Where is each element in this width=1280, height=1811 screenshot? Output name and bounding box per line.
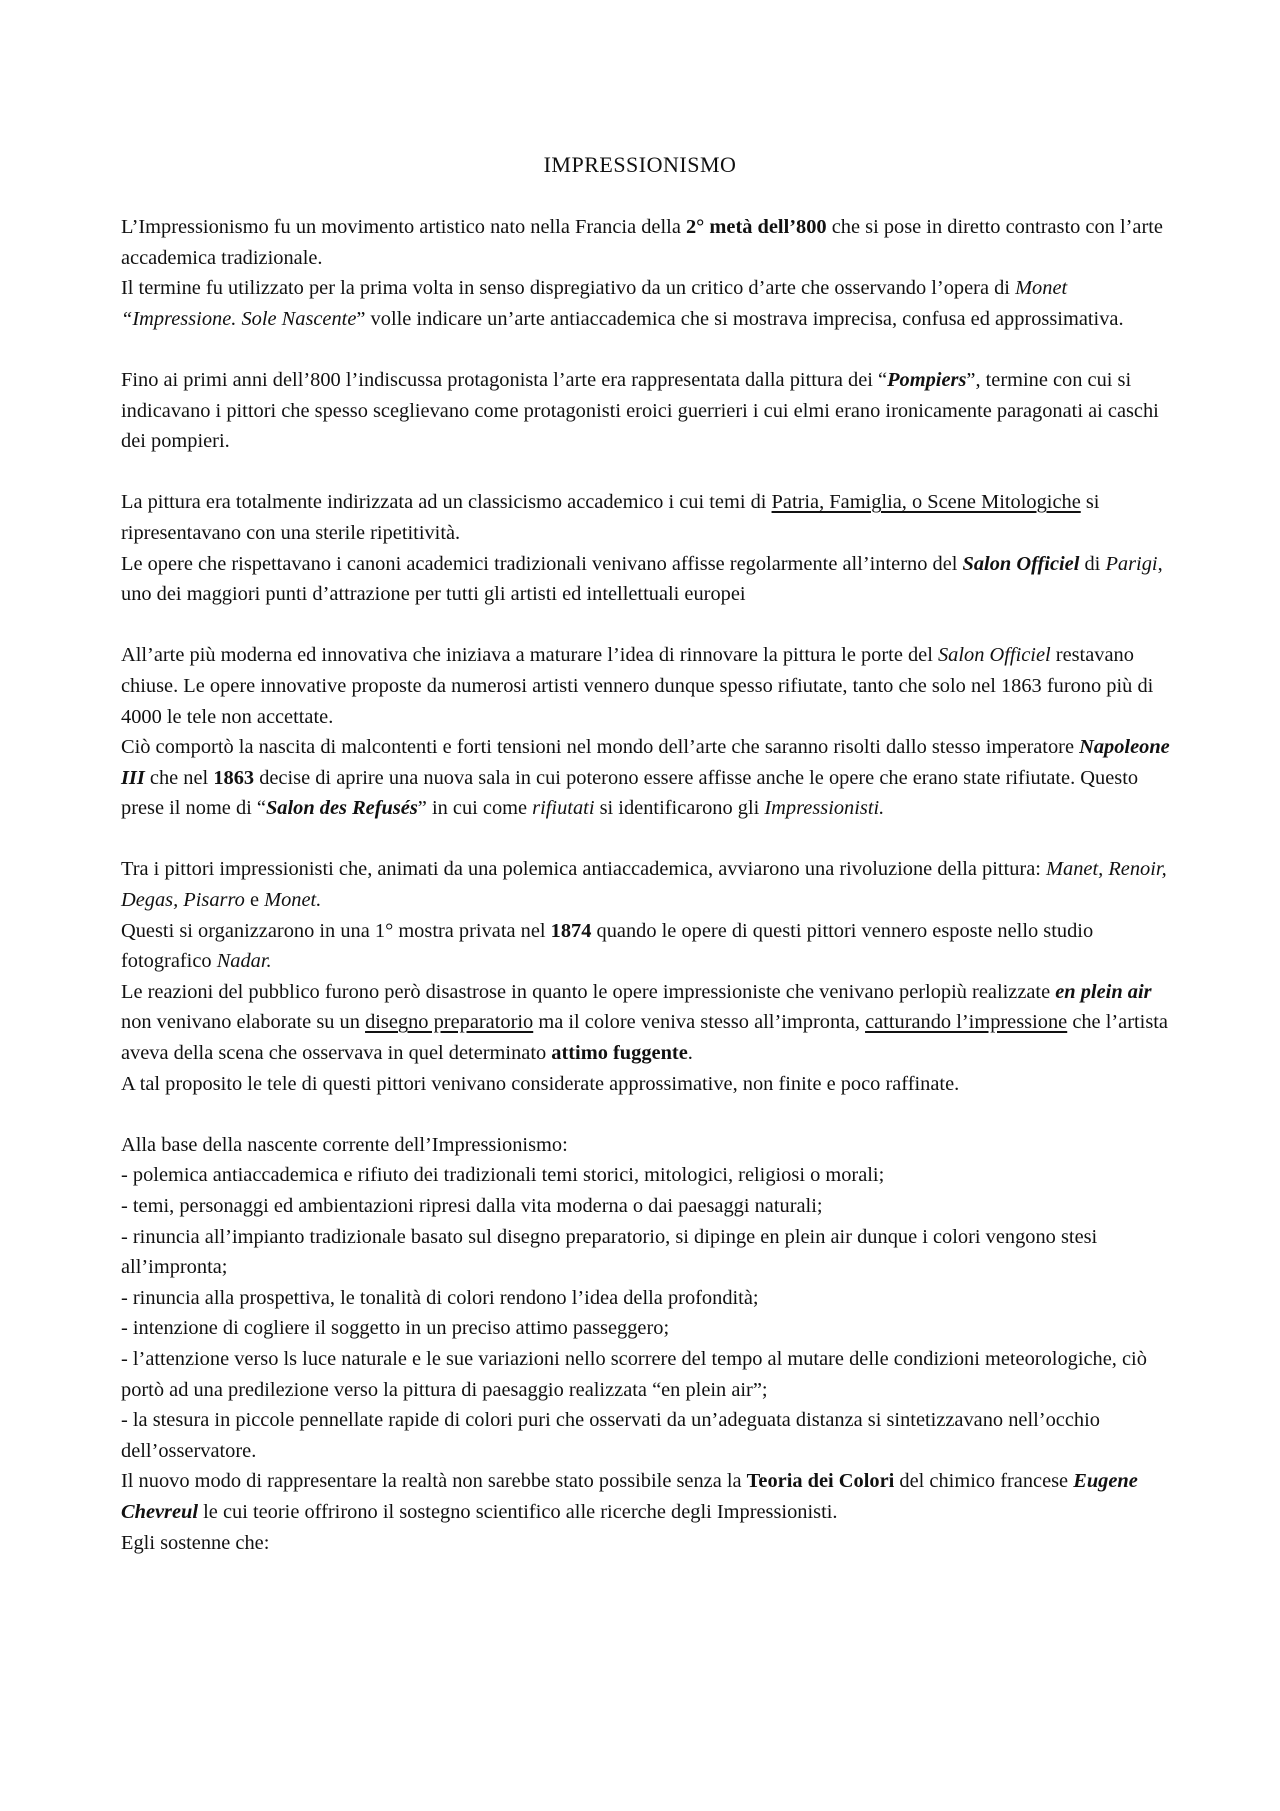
text-span: Il nuovo modo di rappresentare la realtà non sarebbe stato possibile senza la — [121, 1470, 747, 1493]
document-body — [121, 212, 1171, 1558]
text-span: Fino ai primi anni dell’800 l’indiscussa protagonista l’arte era rappresentata dalla pittura dei “ — [121, 368, 888, 391]
list-item: - la stesura in piccole pennellate rapide di colori puri che osservati da un’adeguata distanza si sintetizzavano nell’occhio dell’osservatore. — [121, 1409, 1100, 1462]
bold-italic-text: Eugene Chevreul — [121, 1470, 1138, 1523]
list-item: - rinuncia alla prospettiva, le tonalità di colori rendono l’idea della profondità; — [121, 1286, 759, 1309]
text-span: che l’artista aveva della scena che osservava in quel determinato — [121, 1011, 1168, 1065]
paragraph-judgement: A tal proposito le tele di questi pittori venivano considerate approssimative, non finite e poco raffinate. — [121, 1072, 960, 1095]
bold-italic-text: Salon des Refusés — [265, 797, 418, 820]
spacer — [121, 824, 1171, 855]
text-span: Ciò comportò la nascita di malcontenti e forti tensioni nel mondo dell’arte che saranno risolti dallo stesso imperatore — [121, 736, 1080, 759]
spacer — [121, 1099, 1171, 1130]
italic-text: Monet. — [264, 889, 322, 912]
list-item: - l’attenzione verso ls luce naturale e le sue variazioni nello scorrere del tempo al mutare delle condizioni meteorologiche, ciò portò ad una predilezione verso la pittura di paesaggio realizzata “en plein air”; — [121, 1347, 1147, 1401]
list-item: - temi, personaggi ed ambientazioni ripresi dalla vita moderna o dai paesaggi naturali; — [121, 1195, 823, 1217]
bold-text: 2° metà dell’800 — [685, 216, 827, 238]
list-item: - intenzione di cogliere il soggetto in un preciso attimo passeggero; — [121, 1317, 670, 1340]
paragraph-painters — [121, 854, 1171, 915]
spacer — [121, 334, 1171, 365]
underlined-text: Patria, Famiglia, o Scene Mitologiche — [771, 491, 1081, 514]
list-item: - polemica antiaccademica e rifiuto dei tradizionali temi storici, mitologici, religiosi o morali; — [121, 1164, 885, 1187]
bold-italic-text: Salon Officiel — [962, 552, 1080, 575]
bold-text: attimo fuggente — [551, 1042, 688, 1065]
text-span: All’arte più moderna ed innovativa che iniziava a maturare l’idea di rinnovare la pittura le porte del — [121, 644, 938, 667]
paragraph-classicism — [121, 487, 1171, 548]
text-span: Il termine fu utilizzato per la prima volta in senso dispregiativo da un critico d’arte che osservando l’opera di — [121, 277, 1016, 300]
text-span: non venivano elaborate su un — [121, 1011, 366, 1034]
text-span: le cui teorie offrirono il sostegno scientifico alle ricerche degli Impressionisti. — [198, 1500, 838, 1523]
paragraph-intro — [121, 212, 1171, 273]
text-span: ma il colore veniva stesso all’impronta, — [533, 1011, 866, 1034]
bold-italic-text: Pompiers — [887, 368, 967, 391]
text-span: ”, termine con cui si indicavano i pittori che spesso sceglievano come protagonisti eroici guerrieri i cui elmi erano ironicamente paragonati ai caschi dei pompieri. — [121, 368, 1159, 453]
list-item: - rinuncia all’impianto tradizionale basato sul disegno preparatorio, si dipinge en plein air dunque i colori vengono stesi all’impronta; — [121, 1225, 1098, 1279]
text-span: che si pose in diretto contrasto con l’arte accademica tradizionale. — [121, 216, 1163, 269]
paragraph-pompiers — [121, 365, 1171, 457]
italic-text: Salon Officiel — [937, 644, 1051, 667]
italic-text: Impressionisti. — [764, 797, 885, 820]
italic-text: Monet “Impressione. Sole Nascente — [121, 277, 1068, 330]
paragraph-color-theory — [121, 1466, 1171, 1527]
bold-text: 1874 — [550, 919, 592, 942]
paragraph-term-origin — [121, 273, 1171, 334]
text-span: . — [687, 1042, 693, 1065]
italic-text: Nadar. — [216, 950, 272, 973]
spacer — [121, 610, 1171, 641]
italic-text: Manet, Renoir, Degas, Pisarro — [121, 858, 1167, 912]
text-span: si ripresentavano con una sterile ripetitività. — [121, 491, 1100, 544]
text-span: del chimico francese — [894, 1470, 1074, 1493]
text-span: L’Impressionismo fu un movimento artistico nato nella Francia della — [121, 216, 686, 238]
text-span: decise di aprire una nuova sala in cui poterono essere affisse anche le opere che erano state rifiutate. Questo prese il nome di “ — [121, 766, 1139, 820]
bold-text: Teoria dei Colori — [746, 1470, 895, 1493]
text-span: si identificarono gli — [594, 797, 765, 820]
text-span: restavano chiuse. Le opere innovative proposte da numerosi artisti vennero dunque spesso rifiutate, tanto che solo nel 1863 furono più di 4000 le tele non accettate. — [121, 644, 1154, 728]
bold-italic-text: Napoleone III — [121, 736, 1170, 789]
text-span: La pittura era totalmente indirizzata ad un classicismo accademico i cui temi di — [121, 491, 772, 514]
text-span: ” in cui come — [417, 797, 533, 820]
text-span: ” volle indicare un’arte antiaccademica che si mostrava imprecisa, confusa ed approssimativa. — [356, 307, 1124, 330]
text-span: Questi si organizzarono in una 1° mostra privata nel — [121, 919, 551, 942]
paragraph-salon-officiel — [121, 549, 1171, 610]
page-title: IMPRESSIONISMO — [543, 152, 737, 177]
bold-text: 1863 — [213, 766, 255, 789]
underlined-text: catturando l’impressione — [865, 1011, 1068, 1034]
text-span: quando le opere di questi pittori vennero esposte nello studio fotografico — [121, 919, 1094, 973]
text-span: che nel — [144, 766, 214, 789]
paragraph-closing: Egli sostenne che: — [121, 1531, 270, 1554]
text-span: Tra i pittori impressionisti che, animati da una polemica antiaccademica, avviarono una rivoluzione della pittura: — [121, 858, 1047, 881]
text-span: e — [244, 889, 265, 912]
text-span: Le opere che rispettavano i canoni academici tradizionali venivano affisse regolarmente all’interno del — [121, 552, 963, 575]
list-intro: Alla base della nascente corrente dell’Impressionismo: — [121, 1133, 568, 1156]
paragraph-salon-refuses — [121, 732, 1171, 824]
underlined-text: disegno preparatorio — [365, 1011, 534, 1034]
spacer — [121, 457, 1171, 488]
paragraph-first-exhibition — [121, 916, 1171, 977]
text-span: Le reazioni del pubblico furono però disastrose in quanto le opere impressioniste che venivano perlopiù realizzate — [121, 980, 1056, 1003]
paragraph-public-reaction — [121, 977, 1171, 1069]
text-span: di — [1079, 552, 1106, 575]
italic-text: Parigi — [1105, 552, 1158, 575]
paragraph-modern-art — [121, 640, 1171, 732]
bold-italic-text: en plein air — [1055, 980, 1152, 1003]
text-span: , uno dei maggiori punti d’attrazione per tutti gli artisti ed intellettuali europei — [121, 552, 1163, 606]
italic-text: rifiutati — [532, 797, 595, 820]
